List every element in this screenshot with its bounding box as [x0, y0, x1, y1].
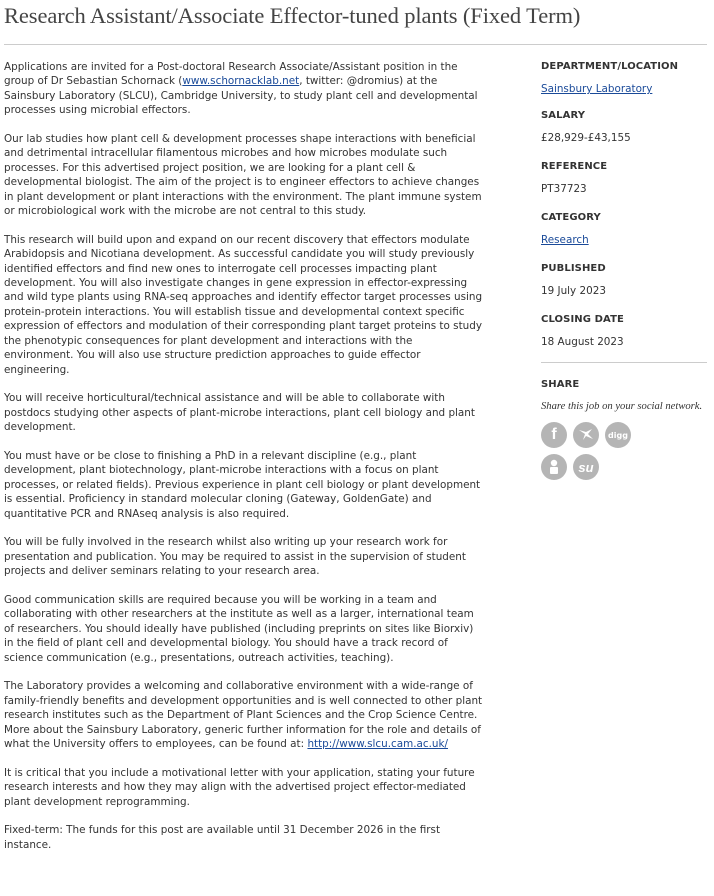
published-value: 19 July 2023: [541, 285, 606, 297]
department-label: DEPARTMENT/LOCATION: [541, 61, 679, 72]
share-label: SHARE: [541, 379, 580, 390]
closing-date-label: CLOSING DATE: [541, 314, 624, 325]
salary-label: SALARY: [541, 110, 586, 121]
description-paragraph: Fixed-term: The funds for this post are available until 31 December 2026 in the first instance.: [4, 824, 441, 851]
description-paragraph: Good communication skills are required because you will be working in a team and collaborating with other researchers at the institute as well as a larger, international team of researchers. You should ideally have published (including preprints on sites like Biorxiv) in the field of plant cell and developmental biology. You should have a track record of science communication (e.g., presentations, outreach activities, teaching).: [4, 593, 474, 664]
job-details-sidebar: [541, 60, 707, 486]
stumbleupon-icon[interactable]: su: [573, 454, 599, 480]
published-label: PUBLISHED: [541, 263, 606, 274]
share-note: Share this job on your social network.: [541, 401, 703, 412]
sidebar-divider: [541, 362, 707, 363]
description-paragraph: Our lab studies how plant cell & development processes shape interactions with beneficial and detrimental intracellular filamentous microbes and how microbes modulate such processes. For this advertised project position, we are looking for a plant cell & developmental biologist. The aim of the project is to engineer effectors to achieve changes in plant development or plant interactions with the environment. The plant immune system or microbiological work with the microbe are not central to this study.: [4, 133, 482, 218]
description-paragraph: You must have or be close to finishing a PhD in a relevant discipline (e.g., plant development, plant biotechnology, plant-microbe interactions with a focus on plant processes, or related fields). Previous experience in plant cell biology or plant development is essential. Proficiency in standard molecular cloning (Gateway, GoldenGate) and quantitative PCR and RNAseq analysis is also required.: [4, 449, 481, 520]
page-title: Research Assistant/Associate Effector-tuned plants (Fixed Term): [4, 3, 581, 28]
facebook-icon[interactable]: f: [541, 422, 567, 448]
category-label: CATEGORY: [541, 212, 601, 223]
lab-website-link[interactable]: www.schornacklab.net: [182, 75, 300, 88]
slcu-website-link[interactable]: http://www.slcu.cam.ac.uk/: [307, 737, 449, 750]
share-icons: [541, 422, 641, 486]
reference-label: REFERENCE: [541, 161, 608, 172]
twitter-icon[interactable]: [573, 422, 599, 448]
description-paragraph: This research will build upon and expand on our recent discovery that effectors modulate Arabidopsis and Nicotiana development. As successful candidate you will study previously identified effectors and find new ones to interrogate cell processes impacting plant development. You will also investigate changes in gene expression in effector-expressing and wild type plants using RNA-seq approaches and identify effector target processes using protein-protein interactions. You will establish tissue and developmental context specific expression of effectors and modulation of their corresponding plant target proteins to study the phenotypic consequences for plant development and interactions with the environment. You will also use structure prediction approaches to guide effector engineering.: [4, 233, 483, 376]
reference-value: PT37723: [541, 183, 587, 195]
description-paragraph: You will be fully involved in the research whilst also writing up your research work for presentation and publication. You may be required to assist in the supervision of student projects and deliver seminars relating to your research area.: [4, 536, 466, 578]
description-paragraph: The Laboratory provides a welcoming and collaborative environment with a wide-range of family-friendly benefits and development opportunities and is well connected to other plant research institutes such as the Department of Plant Sciences and the Crop Science Centre. More about the Sainsbury Laboratory, generic further information for the role and details of what the University offers to employees, can be found at: http://www.slcu.cam.ac.uk/: [4, 680, 483, 750]
category-link[interactable]: Research: [541, 234, 589, 246]
closing-date-value: 18 August 2023: [541, 336, 624, 348]
description-paragraph: You will receive horticultural/technical assistance and will be able to collaborate with postdocs studying other aspects of plant-microbe interactions, plant cell biology and plant development.: [4, 392, 475, 434]
description-paragraph: Applications are invited for a Post-doctoral Research Associate/Assistant position in the group of Dr Sebastian Schornack (www.schornacklab.net, twitter: @dromius) at the Sainsbury Laboratory (SLCU), Cambridge University, to study plant cell and developmental processes using microbial effectors.: [4, 61, 478, 117]
digg-icon[interactable]: digg: [605, 422, 631, 448]
title-divider: [4, 44, 707, 45]
job-description: [4, 60, 484, 867]
salary-value: £28,929-£43,155: [541, 132, 631, 144]
description-paragraph: It is critical that you include a motivational letter with your application, stating your future research interests and how they may align with the advertised project effector-mediated plant development reprogramming.: [4, 766, 475, 808]
delicious-icon[interactable]: [541, 454, 567, 480]
department-link[interactable]: Sainsbury Laboratory: [541, 83, 653, 95]
